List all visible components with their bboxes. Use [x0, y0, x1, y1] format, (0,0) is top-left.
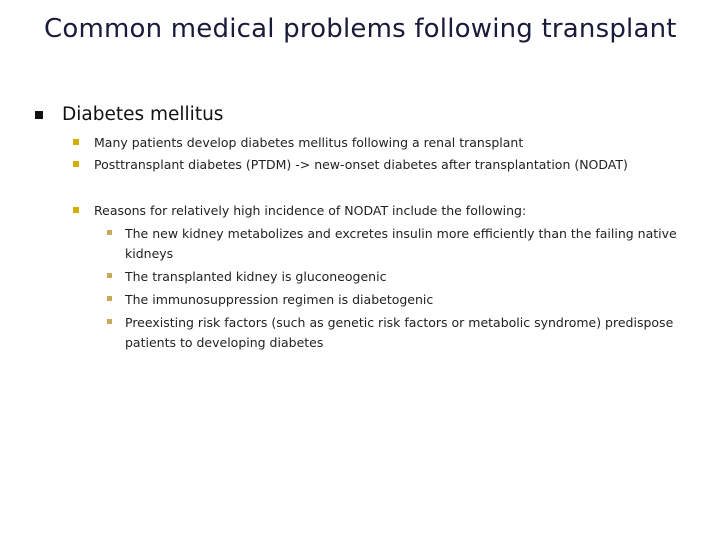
bullet-level3-item [107, 290, 707, 310]
bullet-level3-item [107, 267, 707, 287]
bullet-level1 [35, 103, 223, 127]
bullet-level3-text: Preexisting risk factors (such as genetic risk factors or metabolic syndrome) predispose patients to developing diabetes [125, 315, 674, 350]
bullet-level3-item [107, 224, 707, 264]
square-bullet-icon [107, 273, 112, 278]
slide-title: Common medical problems following transplant [44, 14, 677, 44]
square-bullet-icon [35, 111, 43, 119]
bullet-level2-text: Reasons for relatively high incidence of NODAT include the following: [94, 203, 527, 218]
bullet-level3-text: The new kidney metabolizes and excretes insulin more efficiently than the failing native kidneys [125, 226, 677, 261]
square-bullet-icon [73, 161, 79, 167]
square-bullet-icon [73, 207, 79, 213]
bullet-level3-item [107, 313, 707, 353]
bullet-level2-item [73, 134, 523, 152]
square-bullet-icon [107, 230, 112, 235]
bullet-level2-text: Posttransplant diabetes (PTDM) -> new-onset diabetes after transplantation (NODAT) [94, 157, 628, 172]
bullet-level2-text: Many patients develop diabetes mellitus following a renal transplant [94, 135, 524, 150]
bullet-level2-item [73, 156, 628, 174]
square-bullet-icon [107, 296, 112, 301]
bullet-level2-item [73, 202, 526, 220]
bullet-level3-text: The transplanted kidney is gluconeogenic [125, 269, 387, 284]
bullet-level1-text: Diabetes mellitus [62, 104, 224, 125]
bullet-level3-text: The immunosuppression regimen is diabetogenic [125, 292, 434, 307]
square-bullet-icon [107, 319, 112, 324]
square-bullet-icon [73, 139, 79, 145]
